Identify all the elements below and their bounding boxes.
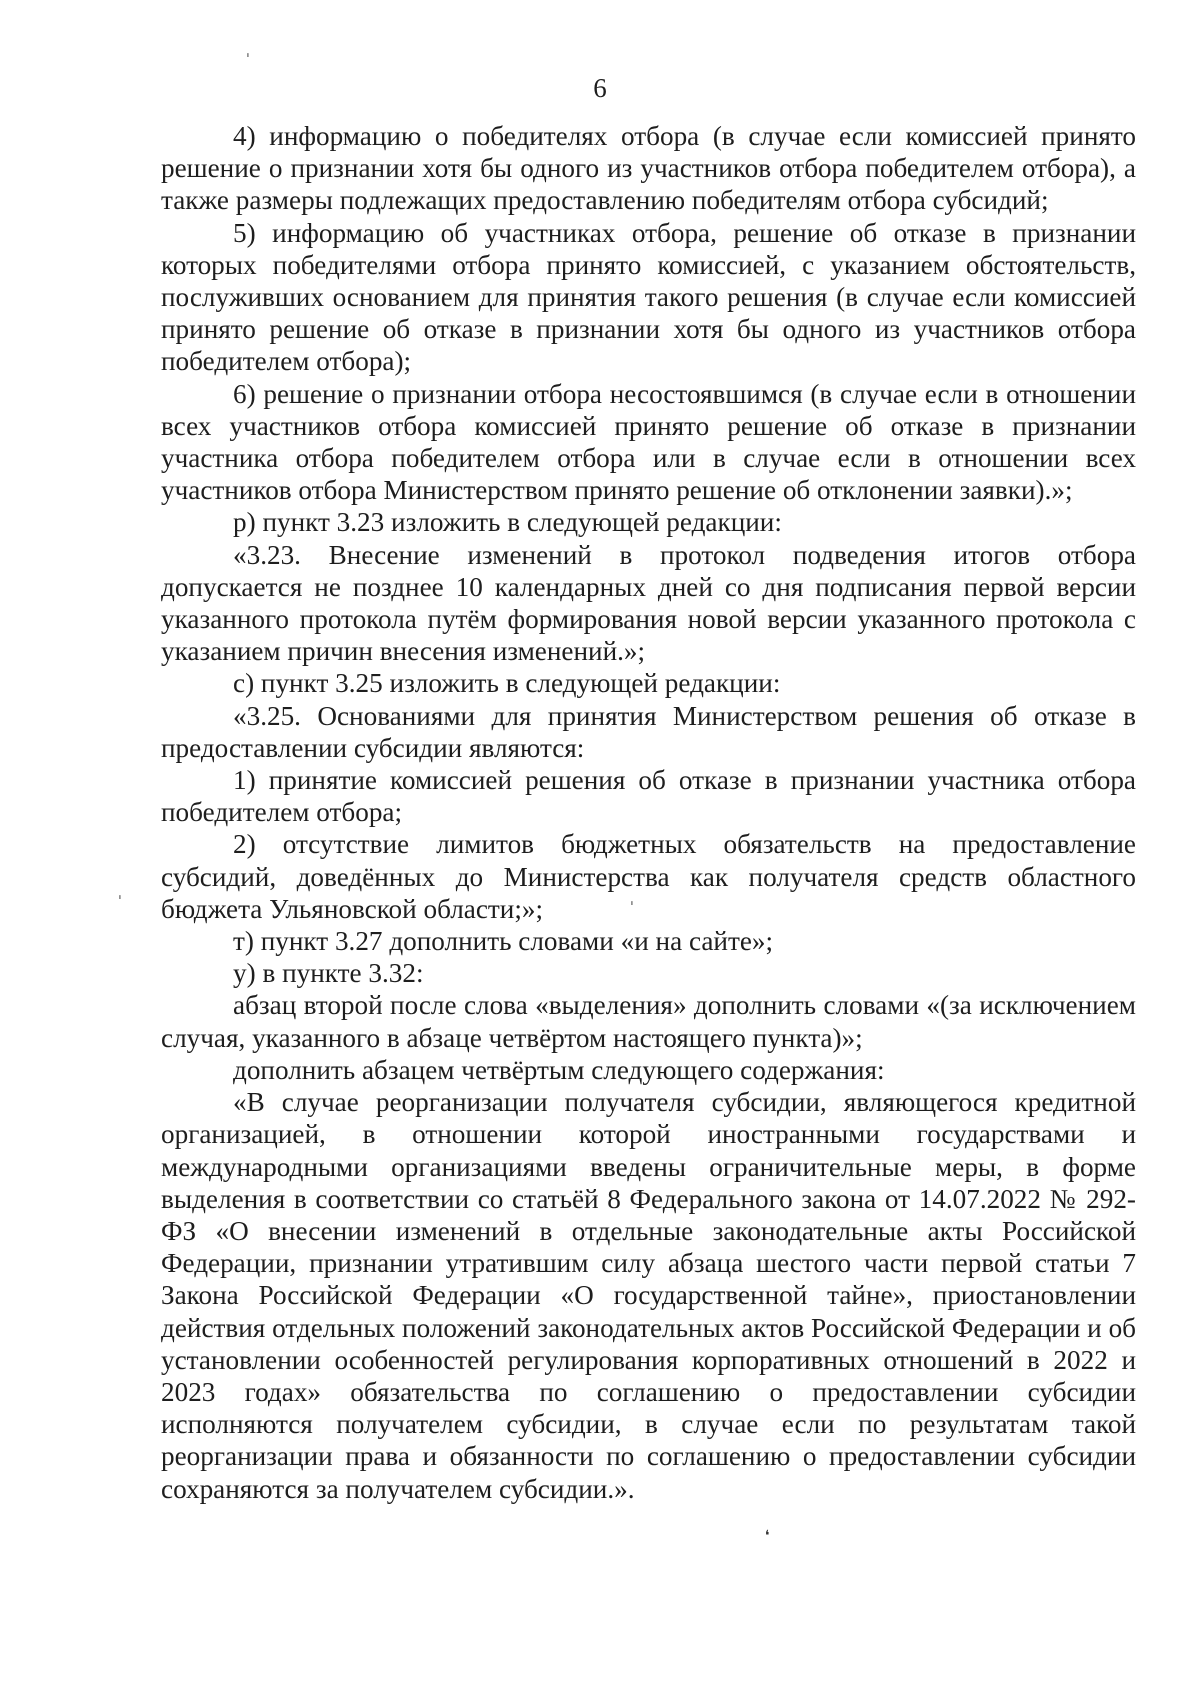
paragraph-subpoint-u: у) в пункте 3.32: — [233, 958, 424, 989]
scan-speck-icon: ˈ — [118, 894, 122, 910]
paragraph-subpoint-t: т) пункт 3.27 дополнить словами «и на сайте»; — [233, 926, 774, 957]
paragraph-reorganization: «В случае реорганизации получателя субсидии, являющегося кредитной организацией, в отношении которой иностранными государствами и международными организациями введены ограничительные меры, в форме выделения в соответствии со статьёй 8 Федерального закона от 14.07.2022 № 292-ФЗ «О внесении изменений в отдельные законодательные акты Российской Федерации, признании утратившим силу абзаца шестого части первой статьи 7 Закона Российской Федерации «О государственной тайне», приостановлении действия отдельных положений законодательных актов Российской Федерации и об установлении особенностей регулирования корпоративных отношений в 2022 и 2023 годах» обязательства по соглашению о предоставлении субсидии исполняются получателем субсидии, в случае если по результатам такой реорганизации права и обязанности по соглашению о предоставлении субсидии сохраняются за получателем субсидии.». — [161, 1087, 1136, 1504]
paragraph-clause-3-23: «3.23. Внесение изменений в протокол подведения итогов отбора допускается не позднее 10 календарных дней со дня подписания первой версии указанного протокола путём формирования новой версии указанного протокола с указанием причин внесения изменений.»; — [161, 539, 1136, 667]
page-number: 6 — [593, 73, 607, 103]
paragraph-subpoint-s: с) пункт 3.25 изложить в следующей редакции: — [233, 668, 781, 699]
paragraph-reason-1: 1) принятие комиссией решения об отказе в признании участника отбора победителем отбора; — [161, 765, 1136, 828]
paragraph-clause-3-25: «3.25. Основаниями для принятия Министерством решения об отказе в предоставлении субсидии являются: — [161, 700, 1136, 763]
paragraph-item-6: 6) решение о признании отбора несостоявшимся (в случае если в отношении всех участников отбора комиссией принято решение об отказе в признании участника отбора победителем отбора или в случае если в отношении всех участников отбора Министерством принято решение об отклонении заявки).»; — [161, 378, 1136, 506]
document-body — [161, 120, 1136, 1505]
scan-speck-icon: ❛ — [765, 1528, 770, 1544]
paragraph-item-4: 4) информацию о победителях отбора (в случае если комиссией принято решение о признании хотя бы одного из участников отбора победителем отбора), а также размеры подлежащих предоставлению победителям отбора субсидий; — [161, 121, 1136, 216]
paragraph-reason-2: 2) отсутствие лимитов бюджетных обязательств на предоставление субсидий, доведённых до Министерства как получателя средств областного бюджета Ульяновской области;»; — [161, 829, 1136, 924]
scan-speck-icon: ˈ — [630, 900, 634, 916]
paragraph-item-5: 5) информацию об участниках отбора, решение об отказе в признании которых победителями отбора принято комиссией, с указанием обстоятельств, послуживших основанием для принятия такого решения (в случае если комиссией принято решение об отказе в признании хотя бы одного из участников отбора победителем отбора); — [161, 217, 1136, 377]
paragraph-subpoint-r: р) пункт 3.23 изложить в следующей редакции: — [233, 507, 782, 538]
paragraph-add-abzac-4: дополнить абзацем четвёртым следующего содержания: — [233, 1054, 885, 1085]
scan-speck-icon: ˈ — [246, 52, 250, 68]
paragraph-abzac-2: абзац второй после слова «выделения» дополнить словами «(за исключением случая, указанного в абзаце четвёртом настоящего пункта)»; — [161, 990, 1136, 1053]
